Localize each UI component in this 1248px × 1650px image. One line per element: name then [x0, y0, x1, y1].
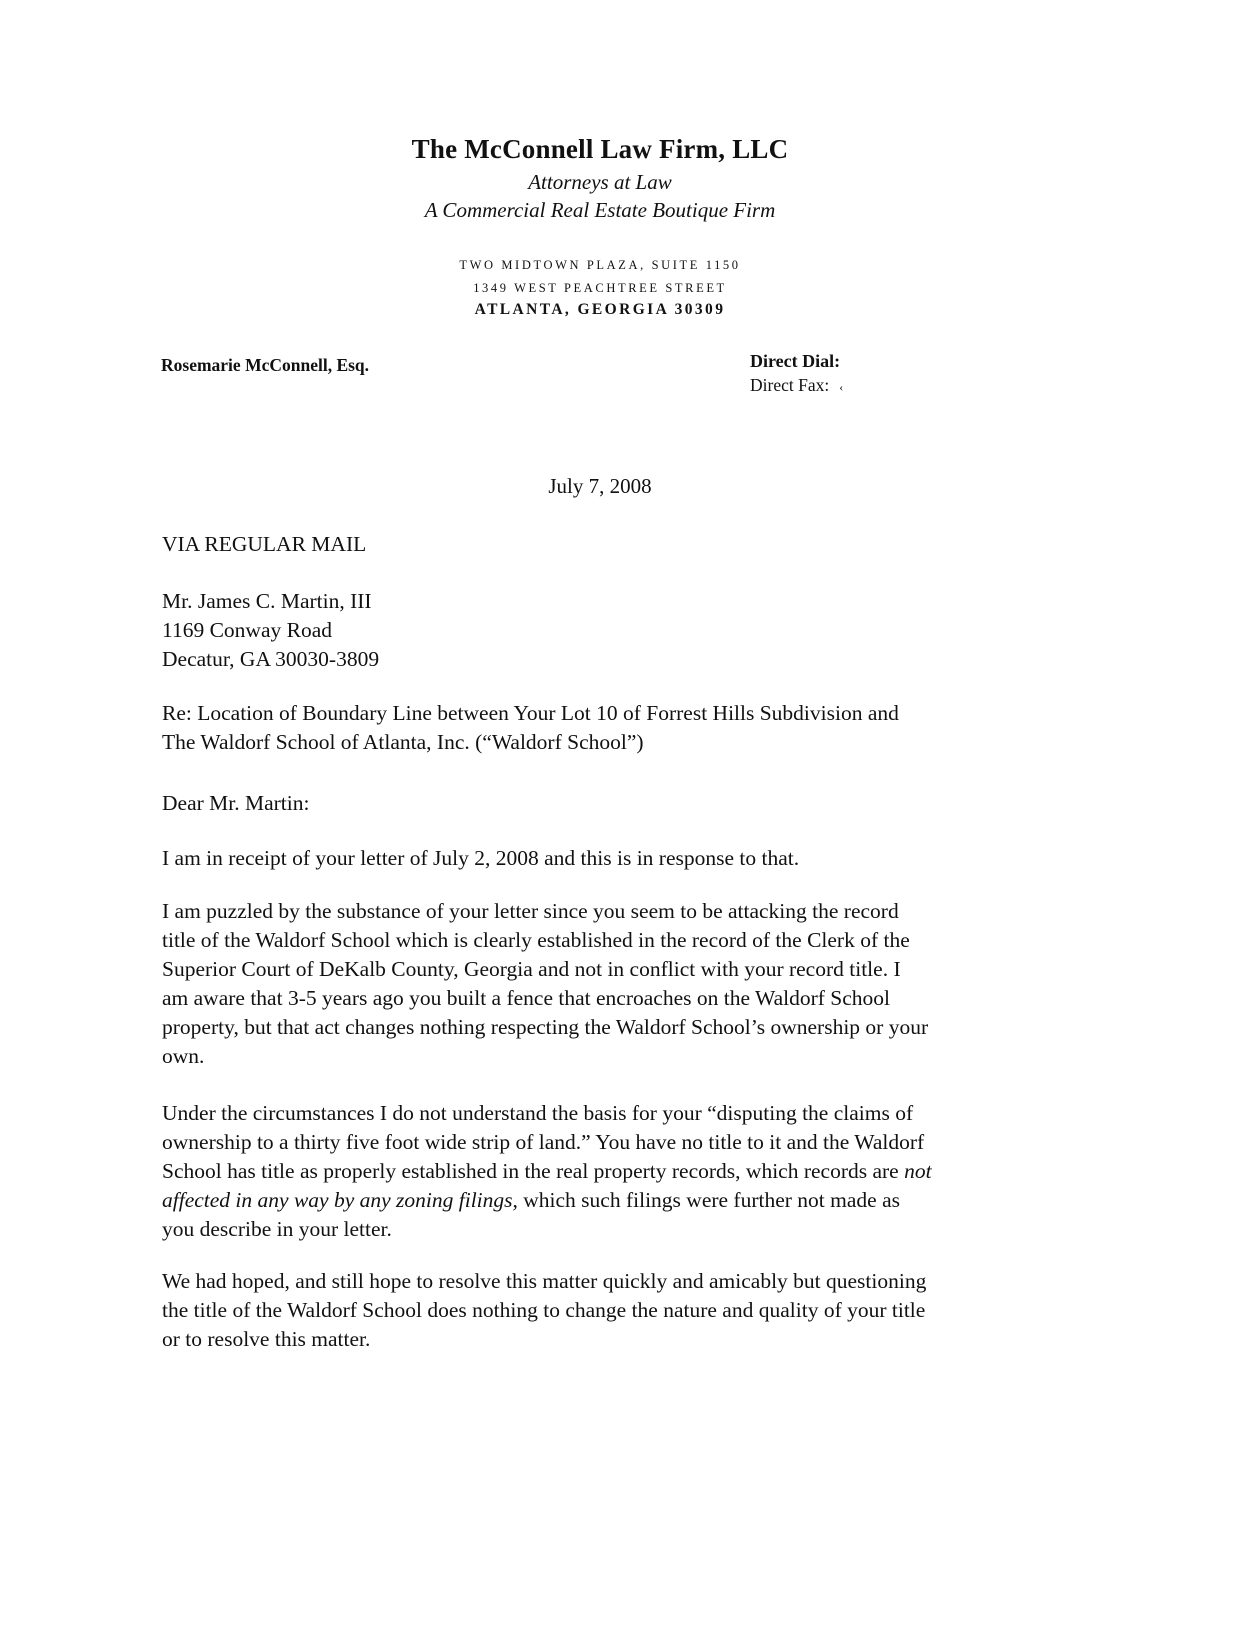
paragraph-text: , which such filings were further not made as [512, 1188, 900, 1212]
emphasis-text: affected in any way by any zoning filings [162, 1188, 513, 1212]
paragraph-text: School has title as properly established in the real property records, which records are [162, 1159, 905, 1183]
address-suite: TWO MIDTOWN PLAZA, SUITE 1150 [459, 258, 741, 272]
paragraph-line [162, 1157, 1052, 1186]
emphasis-text: not [904, 1159, 932, 1183]
paragraph-4 [162, 1267, 1052, 1354]
address-city: ATLANTA, GEORGIA 30309 [474, 301, 726, 318]
paragraph-1 [162, 844, 1052, 873]
subject-line-2: The Waldorf School of Atlanta, Inc. (“Waldorf School”) [162, 730, 644, 754]
paragraph-line: own. [162, 1044, 205, 1068]
firm-tagline-boutique: A Commercial Real Estate Boutique Firm [424, 198, 776, 222]
paragraph-line: title of the Waldorf School which is clearly established in the record of the Clerk of the [162, 928, 910, 952]
direct-fax-label: Direct Fax: [750, 375, 830, 395]
paragraph-line [162, 1186, 1052, 1215]
paragraph-line: you describe in your letter. [162, 1217, 392, 1241]
paragraph-line: the title of the Waldorf School does nothing to change the nature and quality of your title [162, 1298, 926, 1322]
paragraph-line: Under the circumstances I do not understand the basis for your “disputing the claims of [162, 1101, 914, 1125]
address-street: 1349 WEST PEACHTREE STREET [473, 281, 727, 295]
recipient-city: Decatur, GA 30030-3809 [162, 647, 380, 671]
attorney-name: Rosemarie McConnell, Esq. [161, 355, 370, 375]
paragraph-line: property, but that act changes nothing respecting the Waldorf School’s ownership or your [162, 1015, 929, 1039]
firm-name: The McConnell Law Firm, LLC [411, 134, 789, 164]
subject-line [162, 699, 1052, 757]
delivery-method: VIA REGULAR MAIL [162, 532, 367, 556]
paragraph-line: I am puzzled by the substance of your letter since you seem to be attacking the record [162, 899, 899, 923]
paragraph-line: I am in receipt of your letter of July 2, 2008 and this is in response to that. [162, 846, 800, 870]
letter-date: July 7, 2008 [548, 474, 652, 498]
salutation: Dear Mr. Martin: [162, 791, 310, 815]
paragraph-line: We had hoped, and still hope to resolve this matter quickly and amicably but questioning [162, 1269, 927, 1293]
direct-fax-line [750, 375, 843, 396]
subject-line-1: Re: Location of Boundary Line between Your Lot 10 of Forrest Hills Subdivision and [162, 701, 899, 725]
paragraph-line: or to resolve this matter. [162, 1327, 371, 1351]
recipient-address [162, 587, 1052, 674]
recipient-name: Mr. James C. Martin, III [162, 589, 372, 613]
paragraph-line: Superior Court of DeKalb County, Georgia and not in conflict with your record title. I [162, 957, 901, 981]
paragraph-line: ownership to a thirty five foot wide strip of land.” You have no title to it and the Waldorf [162, 1130, 925, 1154]
direct-fax-mark: ‹ [839, 380, 844, 394]
paragraph-line: am aware that 3-5 years ago you built a fence that encroaches on the Waldorf School [162, 986, 890, 1010]
paragraph-3 [162, 1099, 1052, 1244]
direct-dial-label: Direct Dial: [750, 351, 841, 371]
firm-tagline-attorneys: Attorneys at Law [528, 170, 672, 194]
paragraph-2 [162, 897, 1052, 1071]
recipient-street: 1169 Conway Road [162, 618, 332, 642]
